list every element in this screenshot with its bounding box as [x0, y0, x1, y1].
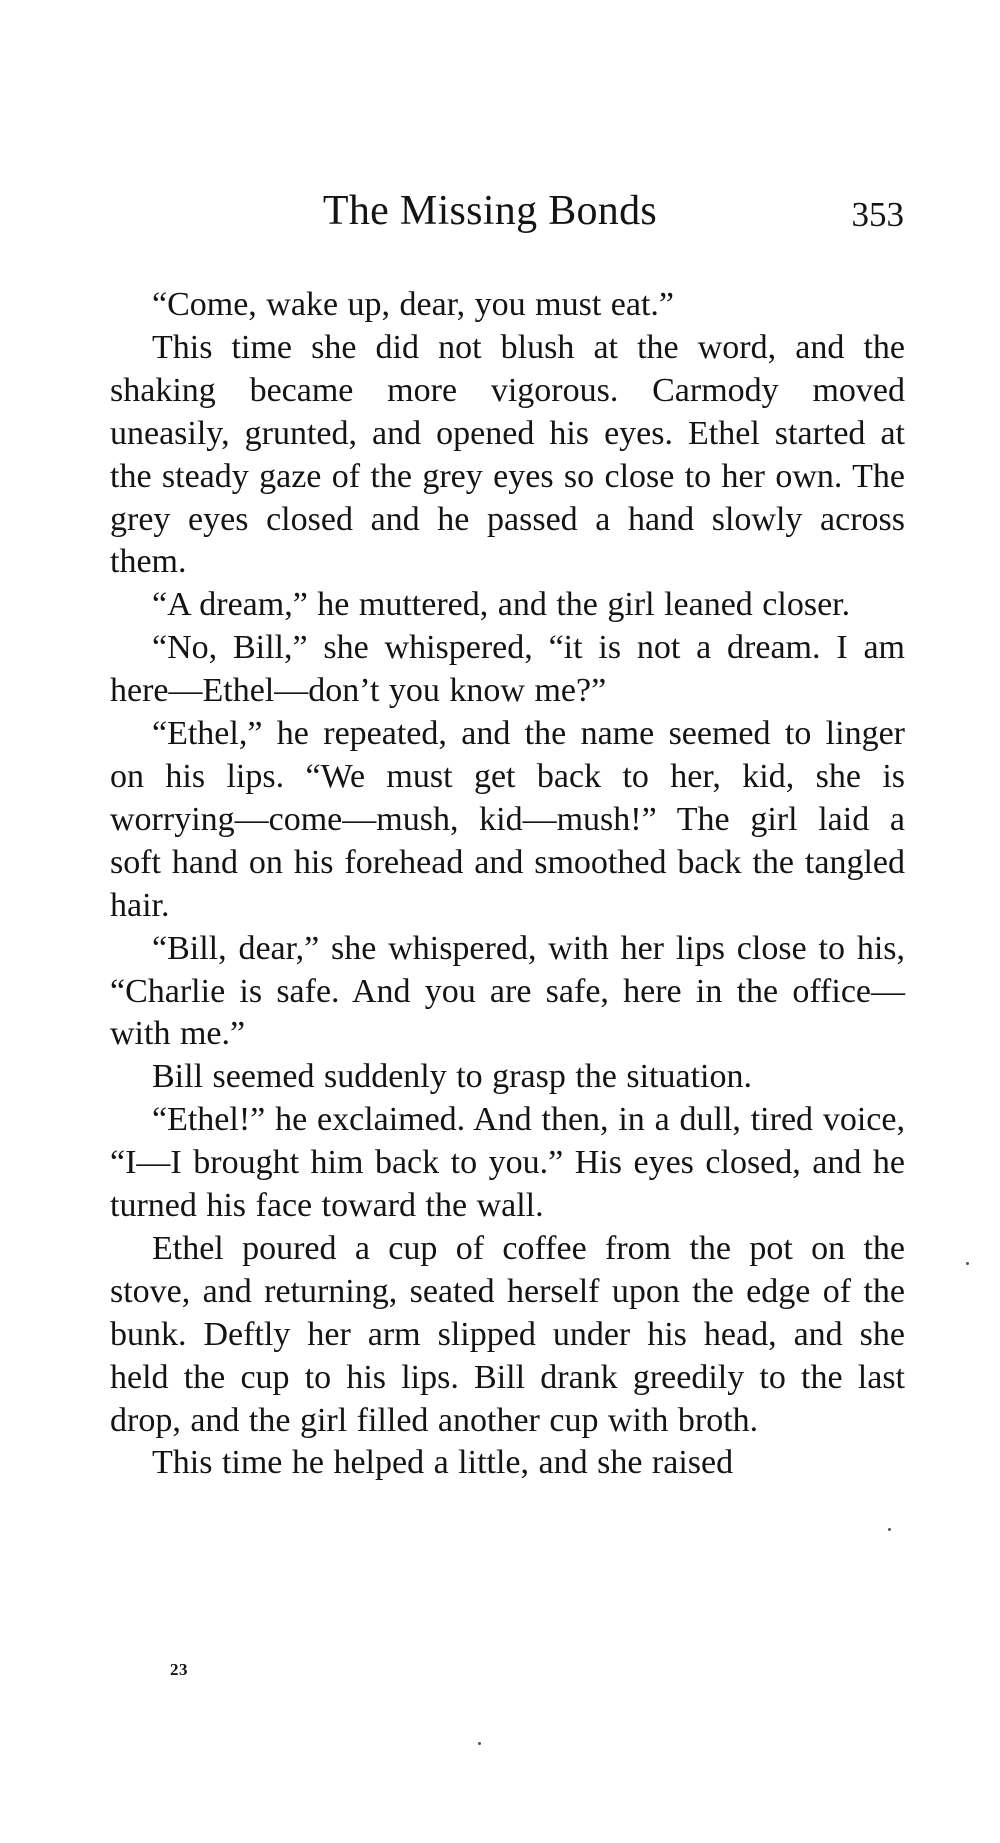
scan-speck [888, 1528, 891, 1531]
paragraph: “Come, wake up, dear, you must eat.” [152, 286, 675, 323]
signature-mark: 23 [170, 1660, 188, 1679]
paragraph: “Ethel,” he repeated, and the name seemed to linger on his lips. “We must get back to her, kid, she is worrying—come—mush, kid—mush!” The girl laid a soft hand on his forehead and smoothed back the tangled hair. [110, 715, 905, 924]
scan-speck [966, 1262, 969, 1265]
paragraph: This time she did not blush at the word, and the shaking became more vigorous. Carmody moved uneasily, grunted, and opened his eyes. Ethel started at the steady gaze of the grey eyes so close to her own. The grey eyes closed and he passed a hand slowly across them. [110, 328, 905, 581]
body-text [110, 284, 905, 1485]
running-title: The Missing Bonds [322, 188, 658, 234]
paragraph: Bill seemed suddenly to grasp the situation. [152, 1058, 752, 1096]
paragraph: This time he helped a little, and she raised [152, 1444, 734, 1482]
paragraph: “No, Bill,” she whispered, “it is not a dream. I am here—Ethel—don’t you know me?” [110, 629, 905, 710]
paragraph: “Ethel!” he exclaimed. And then, in a dull, tired voice, “I—I brought him back to you.” His eyes closed, and he turned his face toward the wall. [110, 1101, 905, 1225]
paragraph: Ethel poured a cup of coffee from the pot on the stove, and returning, seated herself upon the edge of the bunk. Deftly her arm slipped under his head, and she held the cup to his lips. Bill drank greedily to the last drop, and the girl filled another cup with broth. [110, 1229, 905, 1439]
scan-speck [478, 1742, 481, 1745]
paragraph: “Bill, dear,” she whispered, with her lips close to his, “Charlie is safe. And you are safe, here in the office—with me.” [110, 929, 905, 1053]
page-number: 353 [851, 195, 904, 234]
paragraph: “A dream,” he muttered, and the girl leaned closer. [152, 586, 851, 624]
